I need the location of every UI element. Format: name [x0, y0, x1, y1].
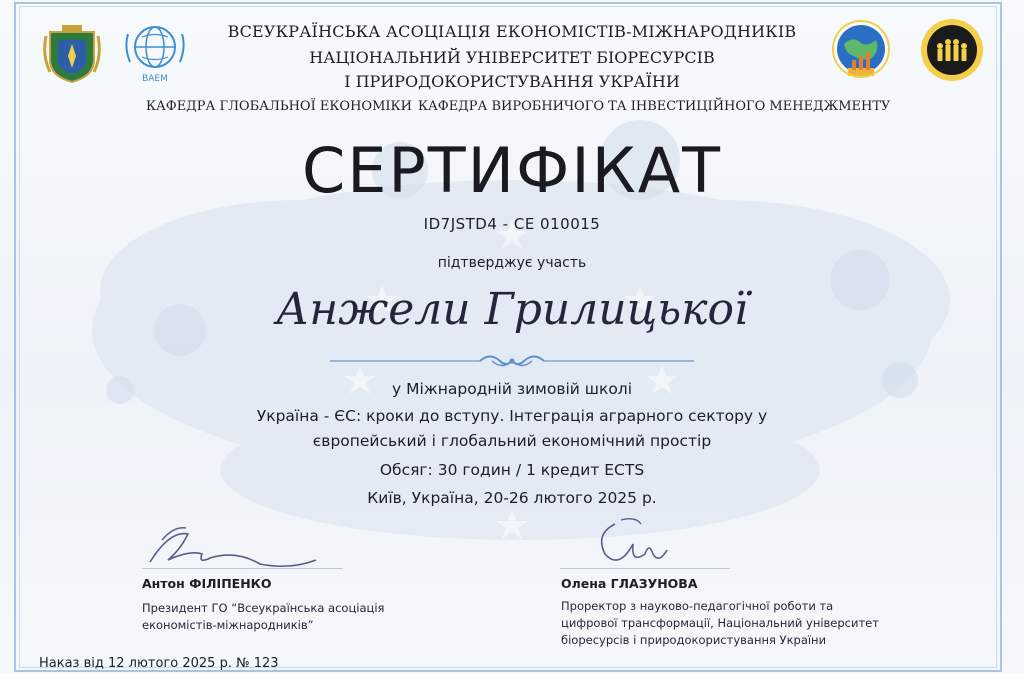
header-university-line1: НАЦІОНАЛЬНИЙ УНІВЕРСИТЕТ БІОРЕСУРСІВ — [309, 48, 715, 67]
header-university-line2: І ПРИРОДОКОРИСТУВАННЯ УКРАЇНИ — [344, 72, 680, 91]
signer-role-2-line2: цифрової трансформації, Національний університет — [561, 616, 879, 630]
event-place-date: Київ, Україна, 20-26 лютого 2025 р. — [367, 489, 657, 507]
confirms-participation: підтверджує участь — [437, 255, 587, 271]
signature-filipenko-icon — [140, 520, 320, 580]
event-intro: у Міжнародній зимовій школі — [391, 380, 633, 398]
signer-role-1-line2: економістів-міжнародників” — [142, 618, 314, 632]
department-global-economy: КАФЕДРА ГЛОБАЛЬНОЇ ЕКОНОМІКИ — [146, 99, 412, 114]
certificate-title: СЕРТИФІКАТ — [301, 134, 723, 207]
event-volume: Обсяг: 30 годин / 1 кредит ECTS — [379, 461, 645, 479]
event-title-line1: Україна - ЄС: кроки до вступу. Інтеграція аграрного сектору у — [256, 407, 768, 425]
signer-role-2-line1: Проректор з науково-педагогічної роботи та — [561, 599, 834, 613]
event-title-line2: європейський і глобальний економічний простір — [312, 432, 712, 450]
signature-line-1 — [142, 568, 342, 569]
flourish-divider-icon — [330, 350, 694, 372]
vaem-logo-label: ВАЕМ — [142, 74, 168, 84]
header-association: ВСЕУКРАЇНСЬКА АСОЦІАЦІЯ ЕКОНОМІСТІВ-МІЖНАРОДНИКІВ — [227, 22, 797, 41]
order-reference: Наказ від 12 лютого 2025 р. № 123 — [39, 656, 279, 671]
recipient-name: Анжели Грилицької — [275, 284, 749, 335]
signature-line-2 — [560, 568, 730, 569]
signer-role-1-line1: Президент ГО “Всеукраїнська асоціація — [142, 601, 385, 615]
signer-role-2-line3: біоресурсів і природокористування України — [561, 633, 827, 647]
certificate-id: ID7JSTD4 - CE 010015 — [423, 215, 601, 233]
bottom-margin — [0, 674, 1024, 687]
signature-glazunova-icon — [575, 514, 685, 580]
department-production-management: КАФЕДРА ВИРОБНИЧОГО ТА ІНВЕСТИЦІЙНОГО МЕНЕДЖМЕНТУ — [418, 99, 891, 114]
signer-name-1: Антон ФІЛІПЕНКО — [142, 576, 272, 591]
signer-name-2: Олена ГЛАЗУНОВА — [561, 576, 698, 591]
